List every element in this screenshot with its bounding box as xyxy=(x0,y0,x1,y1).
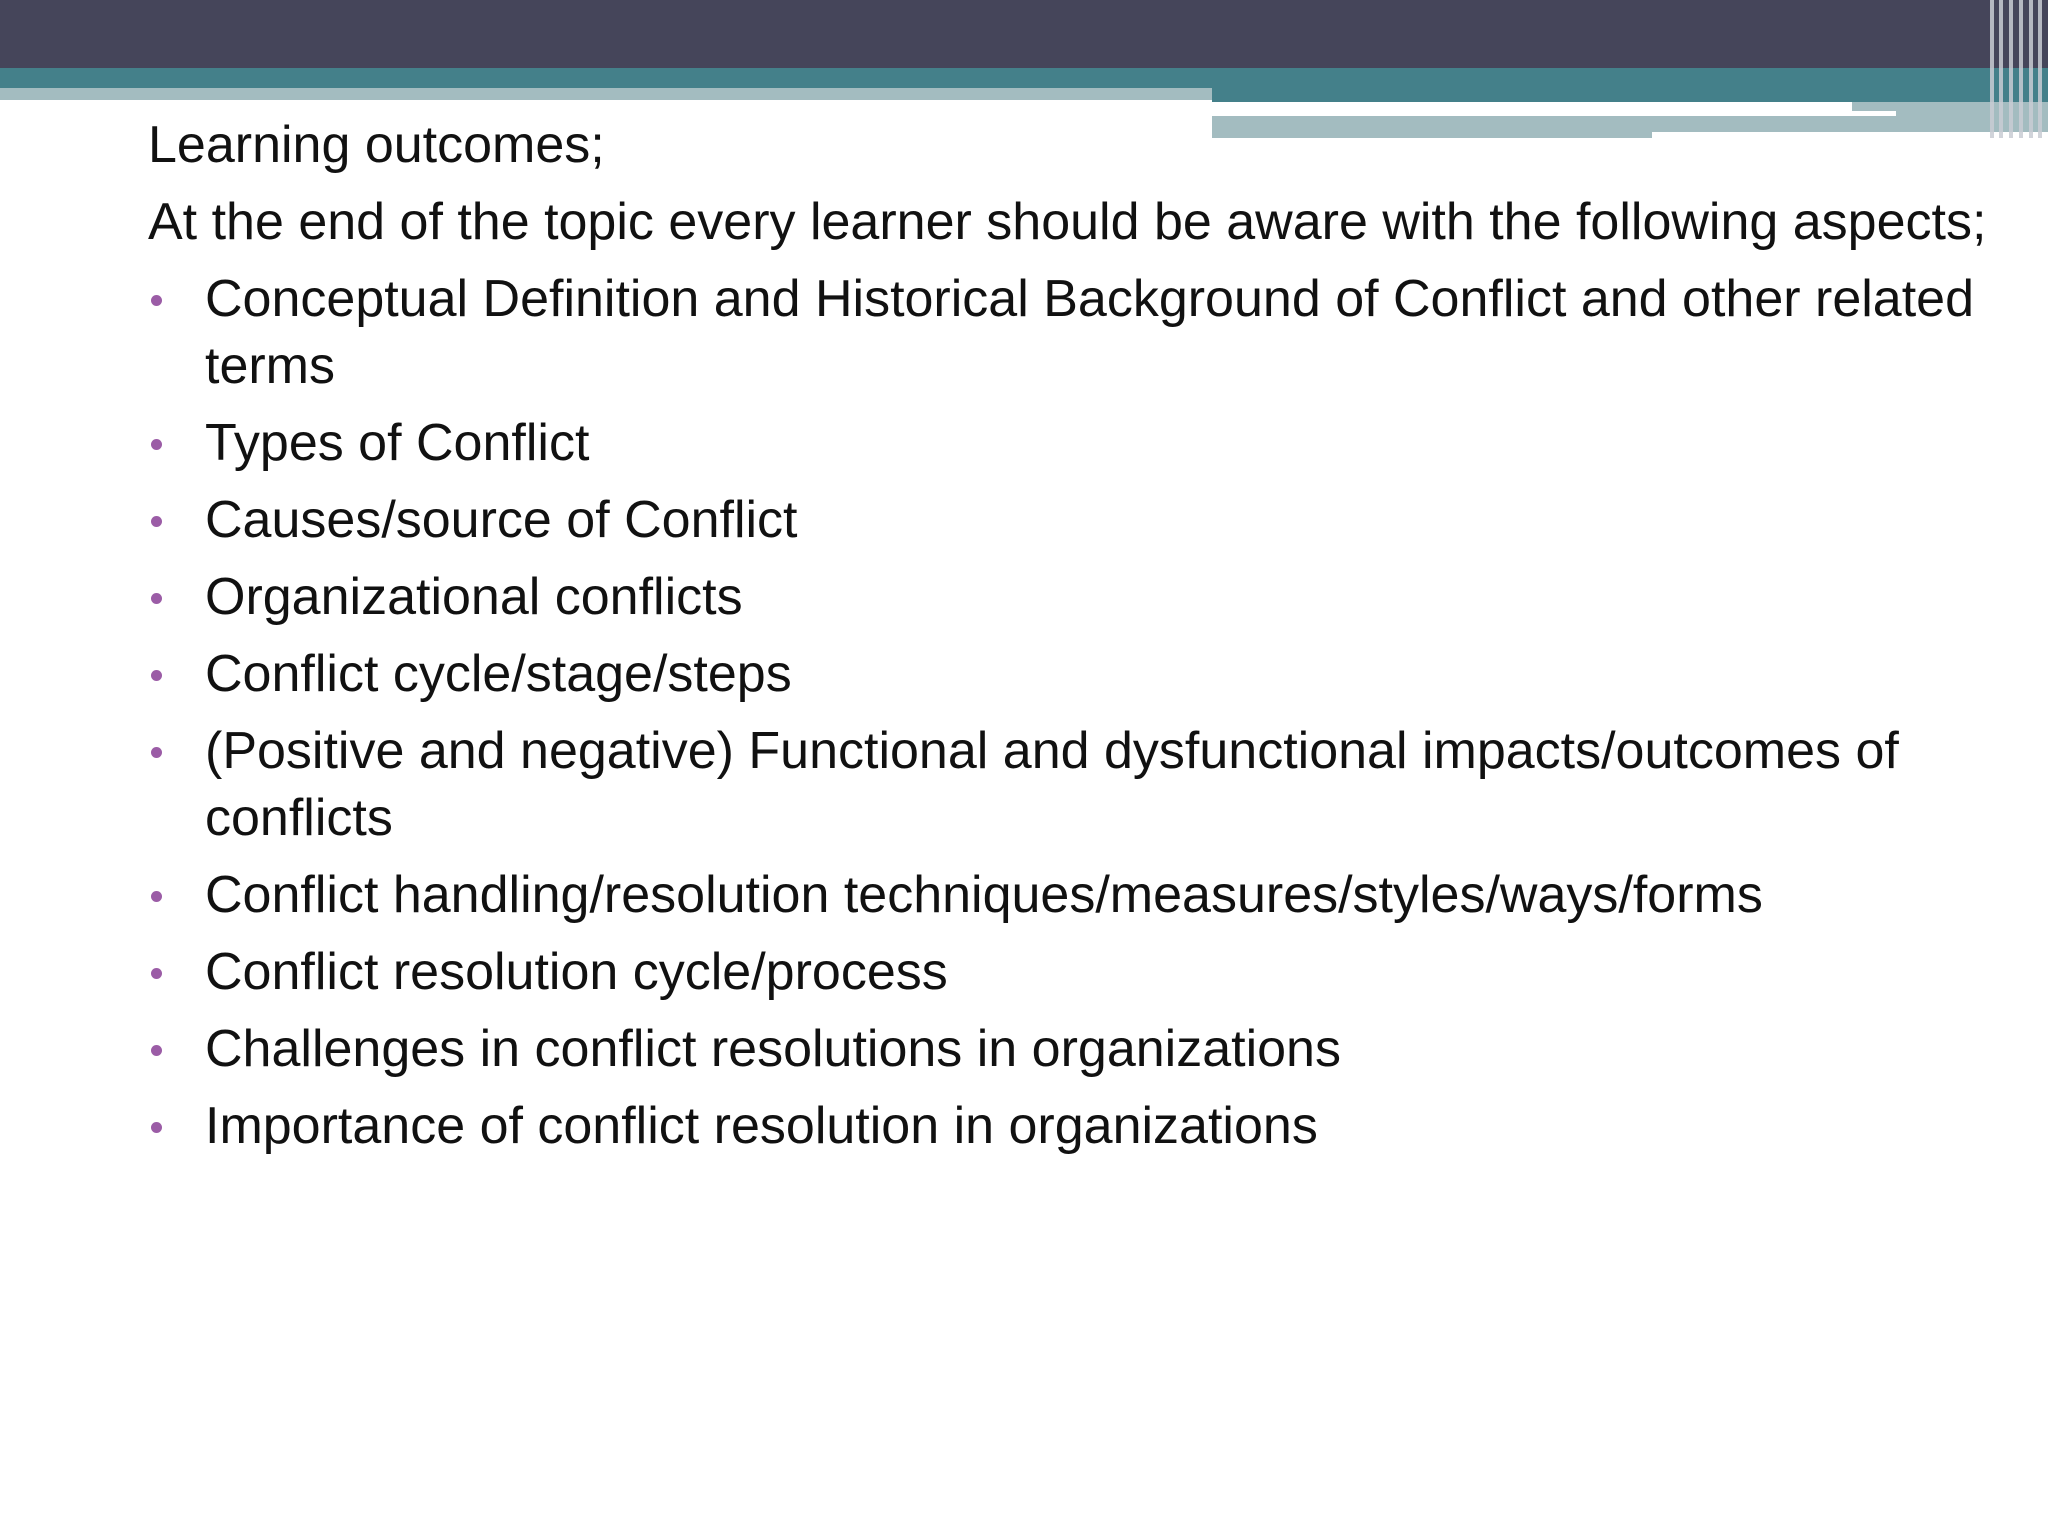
bullet-dot-icon xyxy=(151,1045,162,1056)
list-item xyxy=(148,718,2008,852)
bullet-dot-icon xyxy=(151,670,162,681)
list-item xyxy=(148,564,2008,631)
bullet-dot-icon xyxy=(151,1122,162,1133)
list-item-text: Conflict cycle/stage/steps xyxy=(205,645,792,703)
list-item-text: Causes/source of Conflict xyxy=(205,491,798,549)
list-item xyxy=(148,641,2008,708)
bullet-dot-icon xyxy=(151,295,162,306)
list-item xyxy=(148,266,2008,400)
list-item xyxy=(148,1093,2008,1160)
bullet-dot-icon xyxy=(151,439,162,450)
slide-heading: Learning outcomes; xyxy=(148,116,605,174)
header-band-teal-right xyxy=(1212,88,2048,102)
bullet-dot-icon xyxy=(151,593,162,604)
bullet-dot-icon xyxy=(151,516,162,527)
list-item-text: Importance of conflict resolution in organizations xyxy=(205,1097,1318,1155)
header-band-dark xyxy=(0,0,2048,68)
outcomes-list xyxy=(148,266,2008,1160)
list-item-text: Conceptual Definition and Historical Background of Conflict and other related terms xyxy=(205,270,1975,395)
list-item-text: (Positive and negative) Functional and dysfunctional impacts/outcomes of conflicts xyxy=(205,722,1899,847)
list-item-text: Conflict handling/resolution techniques/measures/styles/ways/forms xyxy=(205,866,1763,924)
list-item xyxy=(148,487,2008,554)
list-item-text: Organizational conflicts xyxy=(205,568,743,626)
list-item-text: Conflict resolution cycle/process xyxy=(205,943,948,1001)
bullet-dot-icon xyxy=(151,891,162,902)
list-item-text: Challenges in conflict resolutions in organizations xyxy=(205,1020,1341,1078)
list-item xyxy=(148,1016,2008,1083)
list-item-text: Types of Conflict xyxy=(205,414,590,472)
intro-text: At the end of the topic every learner should be aware with the following aspects; xyxy=(148,193,1987,251)
header-band-light-left xyxy=(0,88,1212,100)
bullet-dot-icon xyxy=(151,968,162,979)
list-item xyxy=(148,862,2008,929)
bullet-dot-icon xyxy=(151,747,162,758)
slide-content xyxy=(148,112,2008,1170)
header-band-teal xyxy=(0,68,2048,88)
list-item xyxy=(148,410,2008,477)
list-item xyxy=(148,939,2008,1006)
